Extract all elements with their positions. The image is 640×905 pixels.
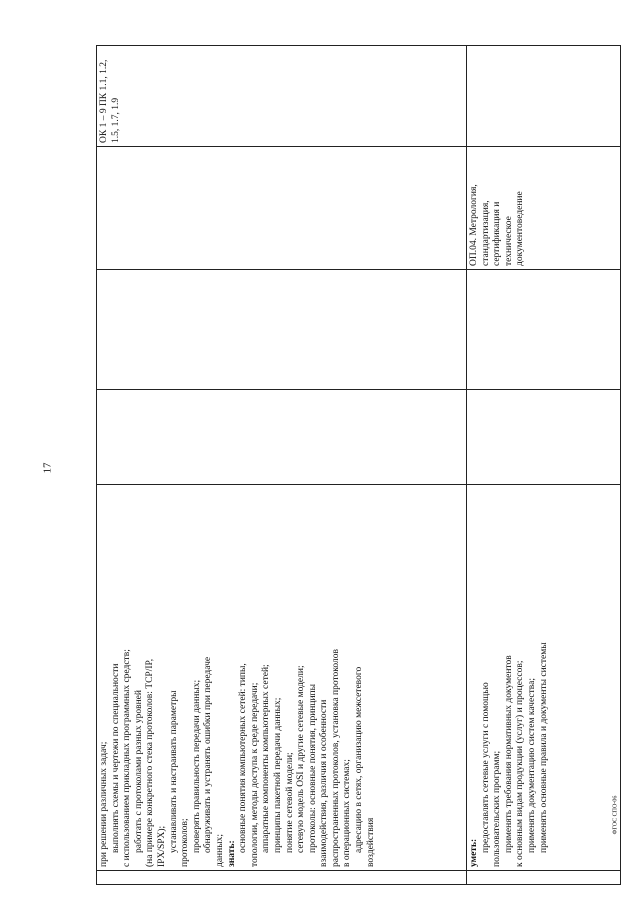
empty-cell bbox=[97, 146, 466, 269]
competence-codes: ОК 1 – 9 ПК 1.1, 1.2, 1.5, 1.7, 1.9 bbox=[99, 59, 121, 143]
content-line: пользовательских программ; bbox=[492, 750, 503, 867]
content-line: данных; bbox=[214, 834, 225, 867]
content-line: в операционных системах; bbox=[342, 759, 353, 867]
content-line: IPX/SPX); bbox=[156, 825, 167, 867]
content-line: адресацию в сетях, организацию межсетевого bbox=[354, 666, 365, 853]
content-line: предоставлять сетевые услуги с помощью bbox=[480, 682, 491, 853]
content-line: к основным видам продукции (услуг) и процессов; bbox=[515, 660, 526, 867]
discipline-name: ОП.04. Метрология, стандартизация, сертификация и техническое документоведение bbox=[467, 146, 621, 269]
content-line: при решении различных задач; bbox=[99, 741, 109, 867]
competence-table bbox=[96, 45, 621, 885]
content-line: основные понятия компьютерных сетей: типы, bbox=[238, 663, 249, 853]
section-heading: уметь: bbox=[469, 838, 479, 867]
page-number: 17 bbox=[41, 462, 54, 474]
index-cell bbox=[97, 870, 466, 884]
content-line: аппаратные компоненты компьютерных сетей; bbox=[261, 664, 272, 853]
index-cell bbox=[467, 870, 621, 884]
content-line: применять основные правила и документы системы bbox=[538, 642, 549, 853]
content-line: с использованием прикладных программных средств; bbox=[122, 649, 133, 867]
content-line: принципы пакетной передачи данных; bbox=[272, 697, 283, 853]
table-row bbox=[467, 45, 621, 884]
content-line: взаимодействия, различия и особенности bbox=[319, 699, 330, 867]
content-line: проверять правильность передачи данных; bbox=[191, 679, 202, 853]
content-line: работать с протоколами разных уровней bbox=[133, 690, 144, 853]
content-cell bbox=[467, 484, 621, 870]
table-container bbox=[96, 45, 621, 885]
footer-code: ФГОС СПО-06 bbox=[612, 795, 619, 835]
empty-cell bbox=[97, 269, 466, 389]
content-line: применять документацию систем качества; bbox=[526, 678, 537, 853]
content-line: топологии, методы доступа к среде передачи; bbox=[249, 682, 260, 867]
content-cell bbox=[97, 484, 466, 870]
content-line: протоколы: основные понятия, принципы bbox=[307, 684, 318, 853]
content-line: выполнять схемы и чертежи по специальности bbox=[110, 663, 121, 853]
empty-cell bbox=[467, 45, 621, 146]
content-line: понятие сетевой модели; bbox=[284, 752, 295, 853]
empty-cell bbox=[467, 269, 621, 389]
section-heading: знать: bbox=[226, 840, 237, 867]
content-line: протоколов; bbox=[180, 818, 191, 867]
content-line: применять требования нормативных документов bbox=[503, 655, 514, 853]
empty-cell bbox=[467, 389, 621, 484]
content-line: обнаруживать и устранять ошибки при передаче bbox=[203, 656, 214, 853]
content-line: воздействия bbox=[365, 817, 376, 867]
table-row bbox=[97, 45, 467, 884]
content-line: распространенных протоколов, установка протоколов bbox=[330, 649, 341, 867]
content-line: (на примере конкретного стека протоколов: TCP/IP, bbox=[145, 658, 156, 867]
content-line: сетевую модель OSI и другие сетевые модели; bbox=[296, 665, 307, 853]
content-line: устанавливать и настраивать параметры bbox=[168, 690, 179, 853]
empty-cell bbox=[97, 389, 466, 484]
